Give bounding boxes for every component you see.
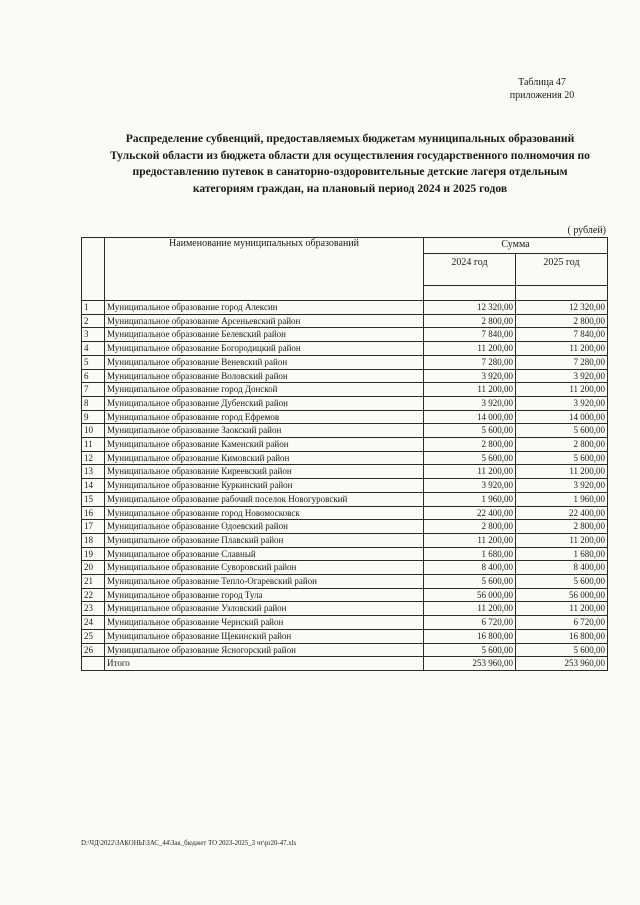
- row-value-2025: 5 600,00: [516, 451, 608, 465]
- row-name: Муниципальное образование Богородицкий район: [105, 342, 424, 356]
- table-row: [82, 438, 608, 452]
- row-name: Муниципальное образование Киреевский район: [105, 465, 424, 479]
- row-value-2024: 11 200,00: [424, 383, 516, 397]
- row-value-2024: 1 960,00: [424, 492, 516, 506]
- header-2024: 2024 год: [424, 254, 516, 286]
- row-name: Муниципальное образование Дубенский район: [105, 396, 424, 410]
- row-number: 16: [82, 506, 105, 520]
- table-row: [82, 602, 608, 616]
- table-row: [82, 561, 608, 575]
- row-value-2024: 2 800,00: [424, 314, 516, 328]
- row-value-2025: 11 200,00: [516, 533, 608, 547]
- total-value-2025: 253 960,00: [516, 657, 608, 671]
- row-name: Муниципальное образование Чернский район: [105, 616, 424, 630]
- table-row: [82, 410, 608, 424]
- row-value-2024: 11 200,00: [424, 533, 516, 547]
- total-value-2024: 253 960,00: [424, 657, 516, 671]
- row-value-2024: 5 600,00: [424, 643, 516, 657]
- row-number: 5: [82, 355, 105, 369]
- row-value-2025: 3 920,00: [516, 396, 608, 410]
- row-number: 20: [82, 561, 105, 575]
- row-value-2025: 3 920,00: [516, 369, 608, 383]
- table-row: [82, 355, 608, 369]
- row-name: Муниципальное образование город Донской: [105, 383, 424, 397]
- row-name: Муниципальное образование город Ефремов: [105, 410, 424, 424]
- row-value-2025: 56 000,00: [516, 588, 608, 602]
- title-line-4: категориям граждан, на плановый период 2024 и 2025 годов: [192, 181, 508, 195]
- row-name: Муниципальное образование Одоевский район: [105, 520, 424, 534]
- row-value-2024: 3 920,00: [424, 396, 516, 410]
- row-name: Муниципальное образование Узловский район: [105, 602, 424, 616]
- row-number: 1: [82, 301, 105, 315]
- file-path-footer: D:\ЧД\2022\ЗАКОНЫ\ЗАС_44\Зак_бюджет ТО 2023-2025_3 чт\pr20-47.xls: [81, 840, 297, 847]
- table-number: Таблица 47: [518, 77, 566, 88]
- row-value-2024: 7 840,00: [424, 328, 516, 342]
- row-number: 11: [82, 438, 105, 452]
- table-body: [82, 301, 608, 671]
- table-row: [82, 643, 608, 657]
- row-value-2025: 5 600,00: [516, 643, 608, 657]
- row-number: 18: [82, 533, 105, 547]
- row-value-2024: 22 400,00: [424, 506, 516, 520]
- row-value-2025: 16 800,00: [516, 629, 608, 643]
- row-value-2025: 14 000,00: [516, 410, 608, 424]
- row-number: 23: [82, 602, 105, 616]
- row-number: 8: [82, 396, 105, 410]
- table-row: [82, 533, 608, 547]
- row-number: 17: [82, 520, 105, 534]
- row-name: Муниципальное образование Кимовский район: [105, 451, 424, 465]
- row-number: 7: [82, 383, 105, 397]
- row-value-2024: 7 280,00: [424, 355, 516, 369]
- row-value-2025: 3 920,00: [516, 479, 608, 493]
- row-value-2024: 11 200,00: [424, 602, 516, 616]
- header-sum: Сумма: [424, 238, 608, 254]
- row-name: Муниципальное образование Суворовский район: [105, 561, 424, 575]
- row-value-2024: 5 600,00: [424, 575, 516, 589]
- title-line-3: предоставлению путевок в санаторно-оздоровительные детские лагеря отдельным: [132, 165, 568, 178]
- row-number: 12: [82, 451, 105, 465]
- row-name: Муниципальное образование Тепло-Огаревский район: [105, 575, 424, 589]
- row-value-2025: 22 400,00: [516, 506, 608, 520]
- row-value-2024: 6 720,00: [424, 616, 516, 630]
- row-number: 26: [82, 643, 105, 657]
- table-row: [82, 588, 608, 602]
- row-number: 21: [82, 575, 105, 589]
- row-value-2025: 11 200,00: [516, 342, 608, 356]
- row-name: Муниципальное образование Ясногорский район: [105, 643, 424, 657]
- table-reference: [500, 76, 584, 102]
- row-name: Муниципальное образование Веневский район: [105, 355, 424, 369]
- row-value-2024: 1 680,00: [424, 547, 516, 561]
- row-value-2024: 2 800,00: [424, 520, 516, 534]
- table-row: [82, 492, 608, 506]
- row-value-2024: 16 800,00: [424, 629, 516, 643]
- row-number: 19: [82, 547, 105, 561]
- total-row: [82, 657, 608, 671]
- row-number: 3: [82, 328, 105, 342]
- row-number: 14: [82, 479, 105, 493]
- row-number: 24: [82, 616, 105, 630]
- table-row: [82, 479, 608, 493]
- table-row: [82, 465, 608, 479]
- total-label: Итого: [105, 657, 424, 671]
- row-name: Муниципальное образование город Новомосковск: [105, 506, 424, 520]
- row-name: Муниципальное образование Куркинский район: [105, 479, 424, 493]
- row-value-2025: 5 600,00: [516, 424, 608, 438]
- table-row: [82, 616, 608, 630]
- row-value-2024: 11 200,00: [424, 342, 516, 356]
- allocation-table: [81, 237, 608, 671]
- row-value-2025: 2 800,00: [516, 314, 608, 328]
- row-value-2025: 11 200,00: [516, 465, 608, 479]
- header-name: Наименование муниципальных образований: [105, 238, 424, 301]
- row-name: Муниципальное образование Заокский район: [105, 424, 424, 438]
- table-row: [82, 314, 608, 328]
- row-value-2024: 5 600,00: [424, 451, 516, 465]
- row-name: Муниципальное образование Славный: [105, 547, 424, 561]
- row-name: Муниципальное образование Арсеньевский район: [105, 314, 424, 328]
- table-row: [82, 369, 608, 383]
- row-name: Муниципальное образование город Алексин: [105, 301, 424, 315]
- header-spacer-2024: [424, 286, 516, 301]
- row-value-2025: 11 200,00: [516, 602, 608, 616]
- row-value-2024: 11 200,00: [424, 465, 516, 479]
- row-value-2025: 7 840,00: [516, 328, 608, 342]
- row-value-2024: 5 600,00: [424, 424, 516, 438]
- row-value-2024: 2 800,00: [424, 438, 516, 452]
- row-value-2025: 2 800,00: [516, 520, 608, 534]
- row-value-2025: 12 320,00: [516, 301, 608, 315]
- table-row: [82, 396, 608, 410]
- row-value-2024: 56 000,00: [424, 588, 516, 602]
- row-name: Муниципальное образование Воловский район: [105, 369, 424, 383]
- table-row: [82, 506, 608, 520]
- table-row: [82, 575, 608, 589]
- title-line-1: Распределение субвенций, предоставляемых бюджетам муниципальных образований: [125, 132, 575, 145]
- row-value-2025: 5 600,00: [516, 575, 608, 589]
- document-title: [70, 131, 630, 197]
- row-number: 2: [82, 314, 105, 328]
- title-line-2: Тульской области из бюджета области для осуществления государственного полномочия по: [110, 148, 590, 162]
- row-value-2024: 3 920,00: [424, 369, 516, 383]
- table-row: [82, 451, 608, 465]
- row-value-2024: 14 000,00: [424, 410, 516, 424]
- row-number: 10: [82, 424, 105, 438]
- row-name: Муниципальное образование Щекинский район: [105, 629, 424, 643]
- row-number: 25: [82, 629, 105, 643]
- table-row: [82, 328, 608, 342]
- row-name: Муниципальное образование Плавский район: [105, 533, 424, 547]
- header-2025: 2025 год: [516, 254, 608, 286]
- row-number: 13: [82, 465, 105, 479]
- row-number: 9: [82, 410, 105, 424]
- row-name: Муниципальное образование рабочий поселок Новогуровский: [105, 492, 424, 506]
- table-row: [82, 520, 608, 534]
- row-number: 6: [82, 369, 105, 383]
- row-number: 4: [82, 342, 105, 356]
- table-header: [82, 238, 608, 301]
- row-value-2025: 7 280,00: [516, 355, 608, 369]
- row-value-2025: 11 200,00: [516, 383, 608, 397]
- table-row: [82, 629, 608, 643]
- row-value-2024: 3 920,00: [424, 479, 516, 493]
- row-name: Муниципальное образование город Тула: [105, 588, 424, 602]
- row-value-2025: 1 680,00: [516, 547, 608, 561]
- row-value-2025: 8 400,00: [516, 561, 608, 575]
- header-spacer-2025: [516, 286, 608, 301]
- row-value-2024: 12 320,00: [424, 301, 516, 315]
- units-label: ( рублей): [567, 225, 606, 236]
- appendix-number: приложения 20: [509, 90, 575, 101]
- table-row: [82, 342, 608, 356]
- row-value-2025: 1 960,00: [516, 492, 608, 506]
- total-number-cell: [82, 657, 105, 671]
- row-value-2025: 2 800,00: [516, 438, 608, 452]
- table-row: [82, 424, 608, 438]
- row-value-2024: 8 400,00: [424, 561, 516, 575]
- table-row: [82, 547, 608, 561]
- row-number: 22: [82, 588, 105, 602]
- row-name: Муниципальное образование Каменский район: [105, 438, 424, 452]
- table-row: [82, 301, 608, 315]
- row-name: Муниципальное образование Белевский район: [105, 328, 424, 342]
- header-number-cell: [82, 238, 105, 301]
- row-value-2025: 6 720,00: [516, 616, 608, 630]
- row-number: 15: [82, 492, 105, 506]
- table-row: [82, 383, 608, 397]
